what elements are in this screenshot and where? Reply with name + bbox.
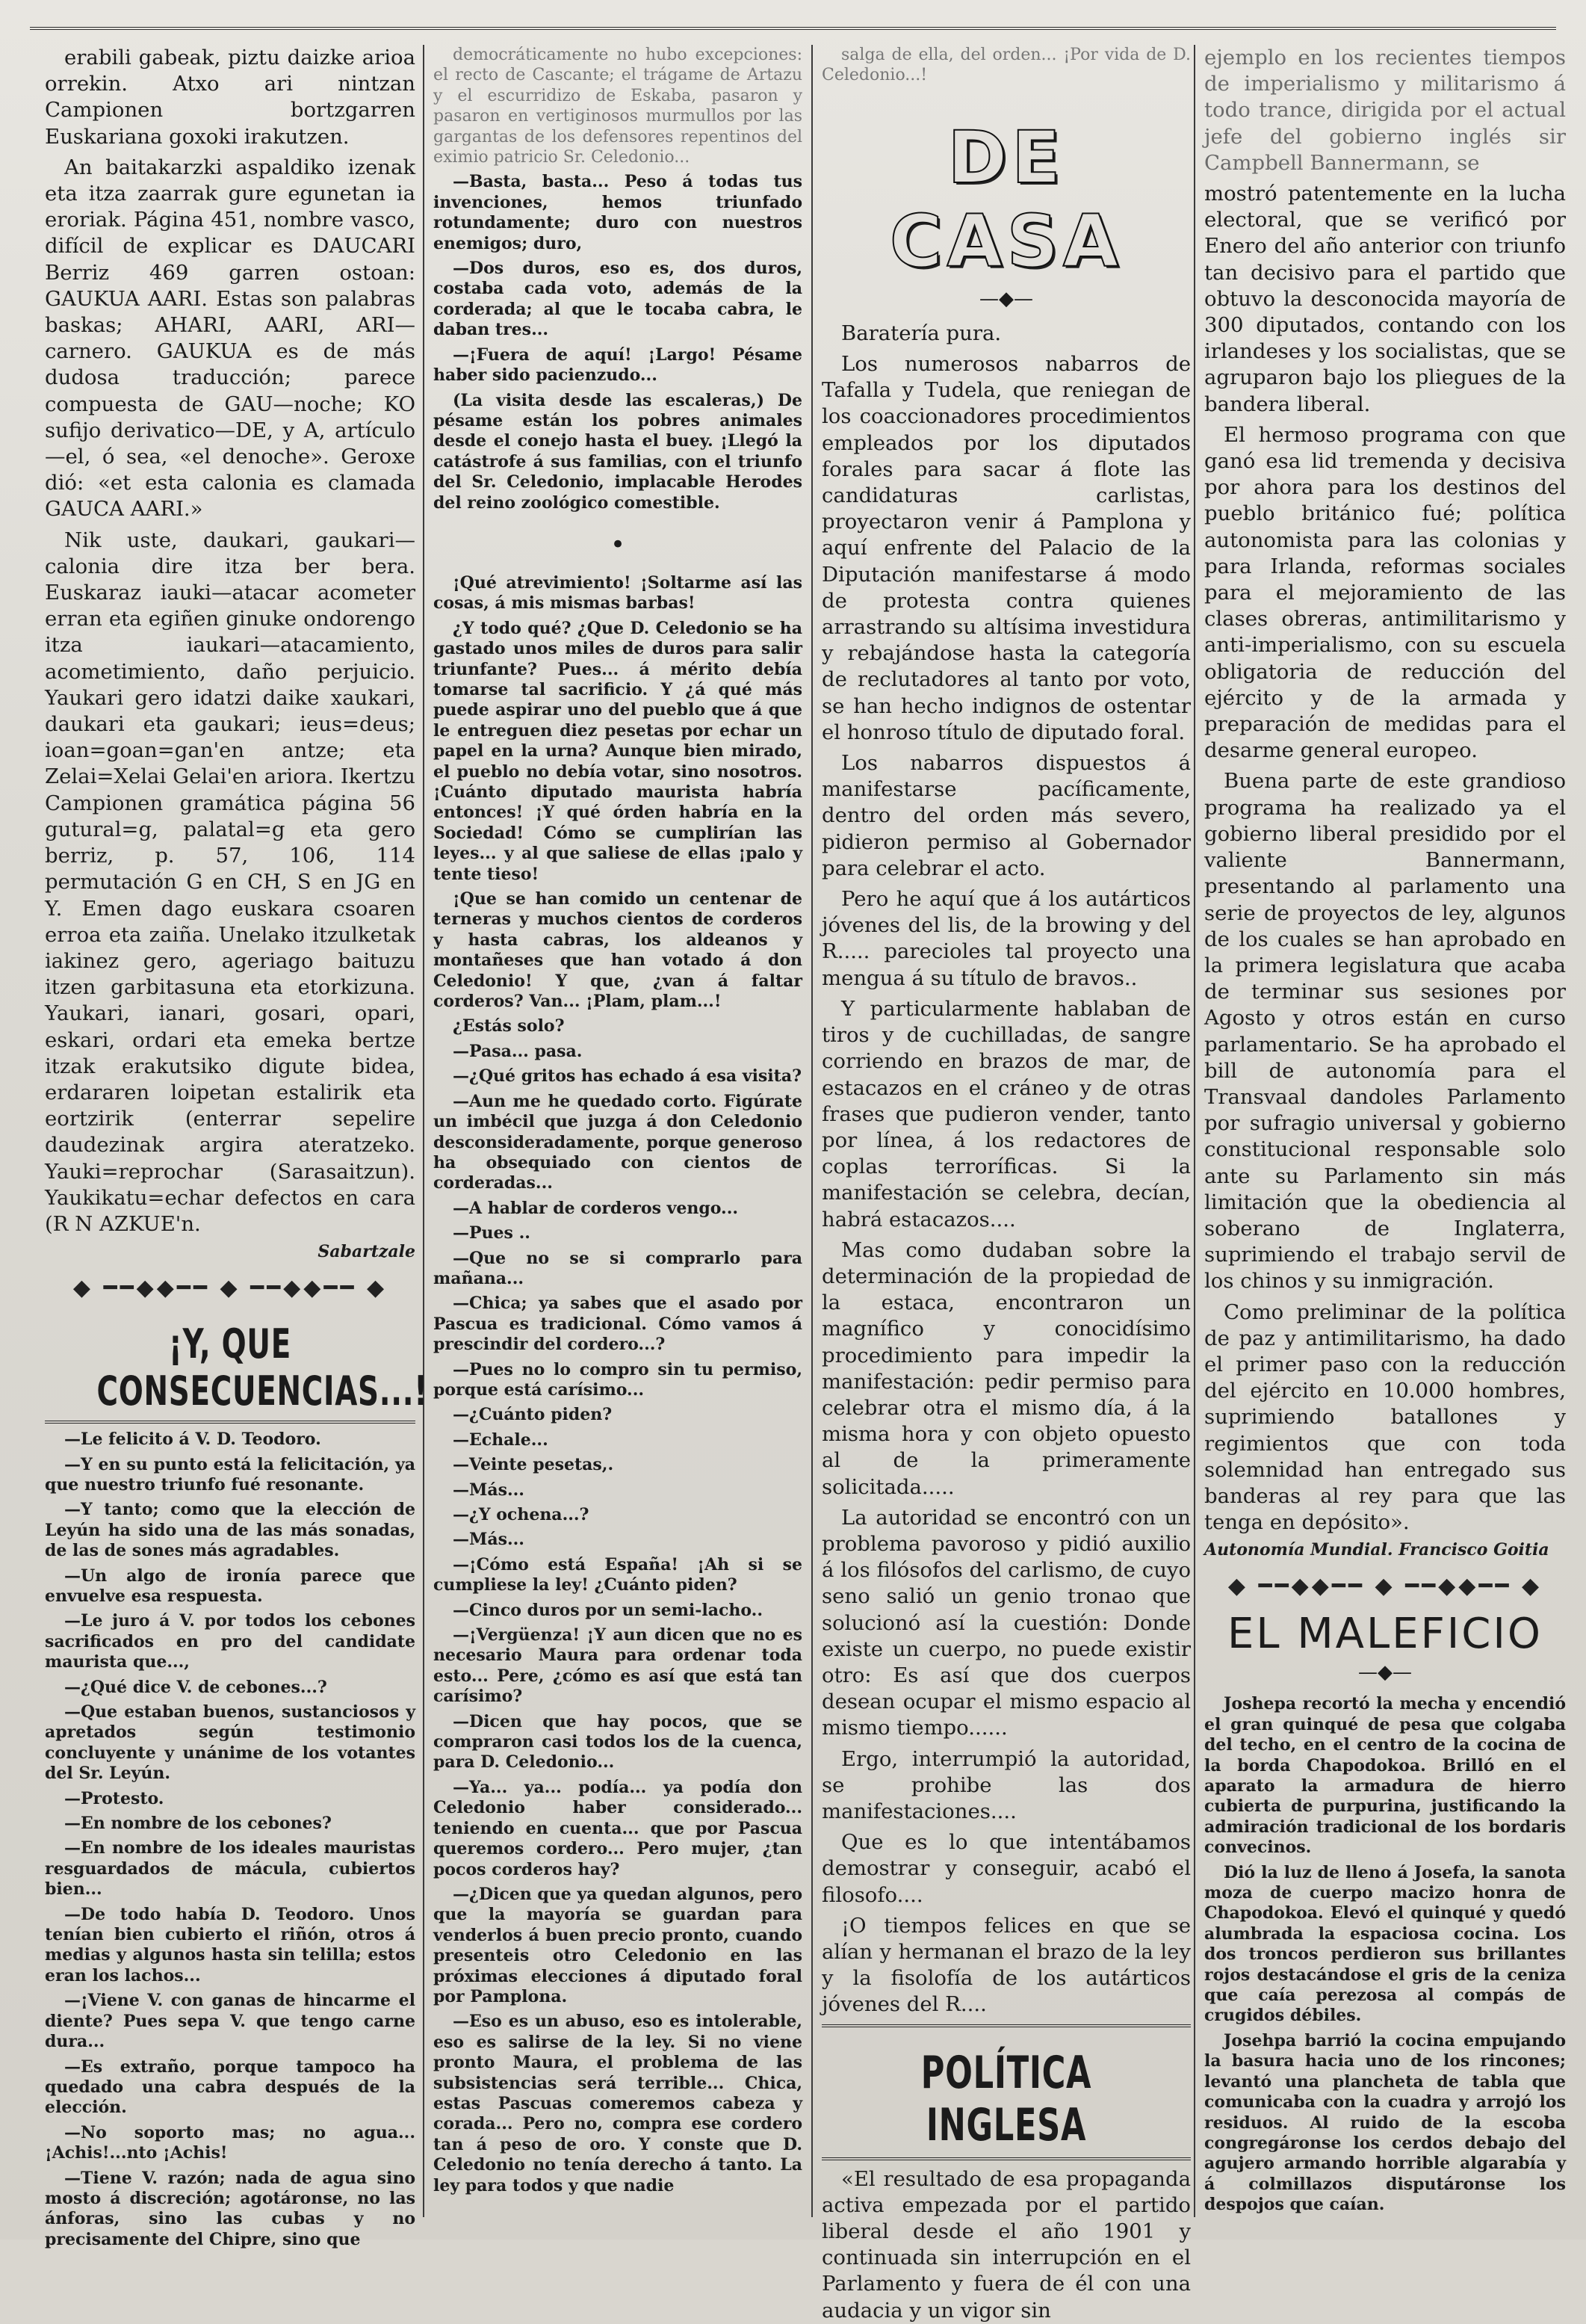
article-paragraph: Pero he aquí que á los autárticos jóvenes del lis, de la browing y del R..... parecioles tal proyecto una mengua á su título de bravos.. [822,887,1191,990]
article-paragraph: Y particularmente hablaban de tiros y de cuchilladas, de sangre corriendo en brazos de mar, de estacazos en el cráneo y de otras frases que pudieron vender, tanto por línea, á los redactores de coplas terroríficas. Si la manifestación se celebra, decían, habrá estacazos.... [822,996,1191,1231]
dialogue-line: —¿Dicen que ya quedan algunos, pero que la mayoría se guardan para venderlos á buen precio pronto, cuando presenteis otro Celedonio en las próximas elecciones á diputado foral por Pamplona. [433,1884,802,2006]
article-paragraph: Los numerosos nabarros de Tafalla y Tudela, que reniegan de los coaccionadores procedimientos empleados por los diputados forales para sacar á flote las candidaturas carlistas, proyectaron venir á Pamplona y aquí enfrente del Palacio de la Diputación manifestarse á modo de protesta contra quienes arrastrando su altísima investidura y rebajándose hasta la categoría de reclutadores al tanto por voto, se han hecho indignos de ostentar el honroso título de diputado foral. [822,352,1191,744]
column-3 [816,45,1197,2323]
dialogue-line: —Dos duros, eso es, dos duros, costaba cada voto, además de la corderada; al que le tocaba cabra, le daban tres... [433,259,802,340]
article-paragraph: El hermoso programa con que ganó esa lid tremenda y decisiva por ahora para los destinos del pueblo británico fué; política autonomista para las colonias y para Irlanda, reformas sociales para el mejoramiento de las clases obreras, antimilitarismo y anti-imperialismo, con su escuela obligatoria de reducción del ejército y de la armada y preparación de medidas para el desarme general europeo. [1204,422,1566,763]
dialogue-line: —Chica; ya sabes que el asado por Pascua es tradicional. Cómo vamos á prescindir del cordero...? [433,1294,802,1355]
heading-rule [822,2024,1191,2027]
top-rule [30,27,1556,30]
story-paragraph: Dió la luz de lleno á Josefa, la sanota moza de cuerpo macizo honra de Chapodokoa. Elevó el quinqué y quedó alumbrada la espaciosa cocina. Los dos troncos perdieron sus brillantes rojos destacándose el gris de la ceniza que caía perezosa al compás de crugidos débiles. [1204,1862,1566,2026]
dialogue-line: —Dicen que hay pocos, que se compraron casi todos los de la cuenca, para D. Celedonio... [433,1711,802,1773]
dialogue-line: —Ya... ya... podía... ya podía don Celedonio haber considerado... teniendo en cuenta... que por Pascua queremos cordero... Pero mujer, ¿tan pocos corderos hay? [433,1777,802,1879]
dialogue-line: —En nombre de los cebones? [64,1814,332,1834]
dialogue-line: —Es extraño, porque tampoco ha quedado una cabra después de la elección. [45,2056,415,2118]
dialogue-line: —Eso es un abuso, eso es intolerable, eso es salirse de la ley. Si no viene pronto Maura, el problema de las subsistencias será terrible... Chica, estas Pascuas comeremos cabeza y corada... Pero no, compra ese cordero tan á peso de oro. Y conste que D. Celedonio no tenía derecho á tanto. La ley para todos y que nadie [433,2012,802,2195]
heading-dash: —◆— [1358,1661,1412,1684]
dialogue-line: —Más... [453,1480,524,1500]
article-paragraph: mostró patentemente en la lucha electoral, que se verificó por Enero del año anterior con triunfo tan decisivo para el partido que obtuvo la desconocida mayoría de 300 diputados, contando con los irlandeses y los socialistas, que se agruparon bajo los pliegues de la bandera liberal. [1204,182,1566,416]
faded-paragraph: ejemplo en los recientes tiempos de imperialismo y militarismo á todo trance, dirigida por el actual jefe del gobierno inglés sir Campbell Bannermann, se [1204,46,1566,175]
dialogue-line: —Pues .. [453,1223,530,1243]
article-paragraph: erabili gabeak, piztu daizke arioa orrekin. Atxo ari nintzan Campionen bortzgarren Euskariana goxoki irakutzen. [45,46,415,149]
dialogue-line: —De todo había D. Teodoro. Unos tenían bien cubierto el riñón, otros á medias y algunos hasta sin telilla; estos eran los lachos... [45,1904,415,1985]
dialogue-line: —Pues no lo compro sin tu permiso, porque está carísimo... [433,1359,802,1400]
dialogue-line: —Veinte pesetas,. [453,1455,614,1475]
section-heading-de-casa: DE CASA [889,115,1124,283]
heading-dash: —◆— [979,287,1033,310]
dialogue-line: —¿Qué gritos has echado á esa visita? [453,1066,802,1087]
dialogue-line: —Protesto. [64,1788,164,1808]
politica-inglesa-continued [1204,45,1566,1536]
dialogue-line: —Más... [453,1530,524,1550]
dialogue-line: ¿Y todo qué? ¿Que D. Celedonio se ha gastado unos miles de duros para salir triunfante? Pues... á mérito debía tomarse tal sacrificio. Y ¿á qué más puede aspirar uno del pueblo que á que le entreguen diez pesetas por echar un papel en la urna? Aunque bien mirado, el pueblo no debía votar, sino nosotros. ¡Cuánto diputado maurista habría entonces! ¡Y qué órden habría en la Sociedad! Cómo se cumplirían las leyes... y al que saliese de ellas ¡palo y tente tieso! [433,618,802,884]
dialogue-line: —¿Y ochena...? [453,1505,589,1524]
dialogue-line: —Le felicito á V. D. Teodoro. [64,1430,321,1450]
dingbat-separator: • [610,529,626,560]
dialogue-line: (La visita desde las escaleras,) De pésame están los pobres animales desde el conejo hasta el buey. ¡Llegó la catástrofe á sus familias, con el triunfo del Sr. Celedonio, implacable Herodes del reino zoológico comestible. [433,390,802,513]
de-casa-article [822,321,1191,2018]
dialogue-line: —Que no se si comprarlo para mañana... [433,1248,802,1288]
dialogue-line: —Le juro á V. por todos los cebones sacrificados en pro del candidate maurista que..., [45,1611,415,1672]
column-divider [811,45,813,2217]
section-heading-el-maleficio: EL MALEFICIO [1227,1610,1543,1659]
dialogue-line: —¿Cuánto piden? [453,1405,613,1425]
ornament-divider: ◆ ━━◆◆━━ ◆ ━━◆◆━━ ◆ [1227,1573,1543,1600]
dialogue-line: —¡Cómo está España! ¡Ah si se cumpliese la ley! ¿Cuánto piden? [433,1554,802,1595]
dialogue-line: —Y en su punto está la felicitación, ya que nuestro triunfo fué resonante. [45,1454,415,1495]
dialogue-article [45,1430,415,2250]
article-paragraph: Que es lo que intentábamos demostrar y conseguir, acabó el filosofo.... [822,1830,1191,1907]
dialogue-line: ¡Que se han comido un centenar de terneras y muchos cientos de corderos y hasta cabras, los aldeanos y montañeses que han votado á don Celedonio! Y que, ¿van á faltar corderos? Van... ¡Plam, plam...! [433,889,802,1012]
section-heading-consecuencias: ¡Y, QUE CONSECUENCIAS...! [96,1320,428,1415]
dialogue-line: —¡Viene V. con ganas de hincarme el diente? Pues sepa V. que tengo carne dura... [45,1991,415,2052]
article-paragraph: Buena parte de este grandioso programa ha realizado ya el gobierno liberal presidido por el valiente Bannermann, presentando al parlamento una serie de proyectos de ley, algunos de los cuales se han aprobado en la primera legislatura que acaba de terminar sus sesiones por Agosto y otros están en curso parlamentario. Se ha aprobado el bill de autonomía para el Transvaal dandoles Parlamento por sufragio universal y gobierno constitucional responsable solo ante su Parlamento sin más limitación que la obediencia al soberano de Inglaterra, suprimiendo el trabajo servil de los chinos y su inmigración. [1204,769,1566,1294]
column-divider [423,45,424,2217]
dialogue-line: ¡Qué atrevimiento! ¡Soltarme así las cosas, á mis mismas barbas! [433,572,802,614]
dialogue-line: —A hablar de corderos vengo... [453,1198,739,1218]
article-paragraph: Nik uste, daukari, gaukari—calonia dire itza ber bera. Euskaraz iauki—atacar acometer erran eta egiñen ginuke ondorengo itza iaukari—atacamiento, acometimiento, daño perjuicio. Yaukari gero idatzi daike xaukari, daukari eta gaukari; ieus=deus; ioan=goan=gan'en antze; eta Zelai=Xelai Gelai'en ariora. Ikertzu Campionen gramática página 56 gutural=g, palatal=g eta gero berriz, p. 57, 106, 114 permutación G en CH, S en JG en Y. Emen dago euskara csoaren erroa eta zaiña. Unelako itzulketak iakinez gero, ageriago baituzu itzen garbitasuna eta etorkizuna. Yaukari, ianari, gosari, opari, eskari, ordari eta emeka bertze itzak erakutsiko digute bidea, erdararen loipetan estalirik eta eortzirik (enterrar sepelire daudezinak argira ateratzeko. Yauki=reprochar (Sarasaitzun). Yaukikatu=echar defectos en cara (R N AZKUE'n. [45,528,415,1236]
dialogue-line: —¡Vergüenza! ¡Y aun dicen que no es necesario Maura para ordenar toda esto... Pere, ¿cómo es así que está tan carísimo? [433,1625,802,1707]
heading-rule [822,2157,1191,2160]
section-heading-politica-inglesa: POLÍTICA INGLESA [920,2046,1092,2151]
article-paragraph: Como preliminar de la política de paz y antimilitarismo, ha dado el primer paso con la reducción del ejército en 10.000 hombres, suprimiendo batallones y regimientos que con toda solemnidad han entregado sus banderas al rey para que las tenga en depósito». [1204,1299,1566,1535]
faded-paragraph: salga de ella, del orden... ¡Por vida de D. Celedonio...! [822,46,1191,85]
column-2 [427,45,808,2217]
dialogue-line: —Pasa... pasa. [453,1041,583,1061]
article-paragraph: An baitakarzki aspaldiko izenak eta itza zaarrak gure egunetan ia eroriak. Página 451, nombre vasco, difícil de explicar es DAUCARI Berriz 469 garren ostoan: GAUKUA AARI. Estas son palabras baskas; AHARI, AARI, ARI—carnero. GAUKUA es de más dudosa traducción; parece compuesta de GAU—noche; KO sufijo derivatico—DE, y A, artículo—el, ó sea, «el denoche». Geroxe dió: «et esta calonia es clamada GAUCA AARI.» [45,155,415,522]
article-paragraph: Los nabarros dispuestos á manifestarse pacíficamente, dentro del orden más severo, pidieron permiso al Gobernador para celebrar el acto. [822,751,1191,880]
story-paragraph: Josehpa barrió la cocina empujando la basura hacia uno de los rincones; levantó una plancheta de tabla que comunicaba con la cuadra y arrojó los residuos. Al ruido de la escoba congregáronse los cerdos debajo del agujero armando horrible algarabía y á colmillazos disputáronse los despojos que caían. [1204,2030,1566,2215]
article-paragraph: La autoridad se encontró con un problema pavoroso y pidió auxilio á los filósofos del carlismo, de cuyo seno salió un genio tronao que solucionó así la cuestión: Donde existe un cuerpo, no puede existir otro: Es así que dos cuerpos desean ocupar el mismo espacio al mismo tiempo...... [822,1505,1191,1740]
dialogue-line: —Y tanto; como que la elección de Leyún ha sido una de las más sonadas, de las de sones más agradables. [45,1500,415,1561]
column-4 [1198,45,1572,2217]
article-signature: Sabartzale [317,1242,415,1262]
ornament-divider: ◆ ━━◆◆━━ ◆ ━━◆◆━━ ◆ [72,1275,388,1302]
dialogue-line: —Un algo de ironía parece que envuelve esa respuesta. [45,1566,415,1606]
article-paragraph: ¡O tiempos felices en que se alían y hermanan el brazo de la ley y la fisolofía de los autárticos jóvenes del R.... [822,1913,1191,2017]
dialogue-line: —Basta, basta... Peso á todas tus invenciones, hemos triunfado rotundamente; duro con nuestros enemigos; duro, [433,172,802,253]
dialogue-line: ¿Estás solo? [453,1016,565,1036]
article-signature: Autonomía Mundial. Francisco Goitia [1204,1540,1549,1560]
article-paragraph: «El resultado de esa propaganda activa empezada por el partido liberal desde el año 1901 y continuada sin interrupción en el Parlamento y fuera de él con una audacia y un vigor sin [822,2166,1191,2323]
dialogue-line: —Tiene V. razón; nada de agua sino mosto á discreción; agotáronse, no las ánforas, sino las cubas y no precisamente del Chipre, sino que [45,2168,415,2249]
dialogue-line: —No soporto mas; no agua... ¡Achis!...nto ¡Achis! [45,2122,415,2163]
dialogue-line: —Echale... [453,1430,548,1450]
dialogue-line: —Aun me he quedado corto. Figúrate un imbécil que juzga á don Celedonio desconsideradamente, porque generoso ha obsequiado con cientos de corderadas... [433,1091,802,1193]
maleficio-story [1204,1694,1566,2215]
dialogue-line: —En nombre de los ideales mauristas resguardados de mácula, cubiertos bien... [45,1838,415,1900]
article-paragraph: Ergo, interrumpió la autoridad, se prohibe las dos manifestaciones.... [822,1746,1191,1823]
faded-paragraph: democráticamente no hubo excepciones: el recto de Cascante; el trágame de Artazu y el escurridizo de Eskaba, pasaron y pasaron en vertiginosos murmullos por las gargantas de los defensores repentinos del eximio patricio Sr. Celedonio... [433,46,802,167]
dialogue-line: —¿Qué dice V. de cebones...? [64,1677,327,1697]
basque-article [45,45,415,1237]
dialogue-line: —¡Fuera de aquí! ¡Largo! Pésame haber sido pacienzudo... [433,344,802,386]
heading-rule [45,1421,415,1424]
story-paragraph: Joshepa recortó la mecha y encendió el gran quinqué de pesa que colgaba del techo, en el centro de la cocina de la borda Chapodokoa. Brilló en el aparato la armadura de hierro cubierta de purpurina, justificando la admiración tradicional de los bordaris convecinos. [1204,1694,1566,1858]
dialogue-line: —Que estaban buenos, sustanciosos y apretados según testimonio concluyente y unánime de los votantes del Sr. Leyún. [45,1702,415,1784]
article-paragraph: Baratería pura. [841,321,1002,345]
column-1 [39,45,428,2249]
dialogue-line: —Cinco duros por un semi-lacho.. [453,1600,763,1620]
article-paragraph: Mas como dudaban sobre la determinación de la propiedad de la estaca, encontraron un magnífico y conocidísimo procedimiento para impedir la manifestación: pedir permiso para celebrar otra el mismo día, á la misma hora y con objeto opuesto al de la primeramente solicitada..... [822,1237,1191,1499]
